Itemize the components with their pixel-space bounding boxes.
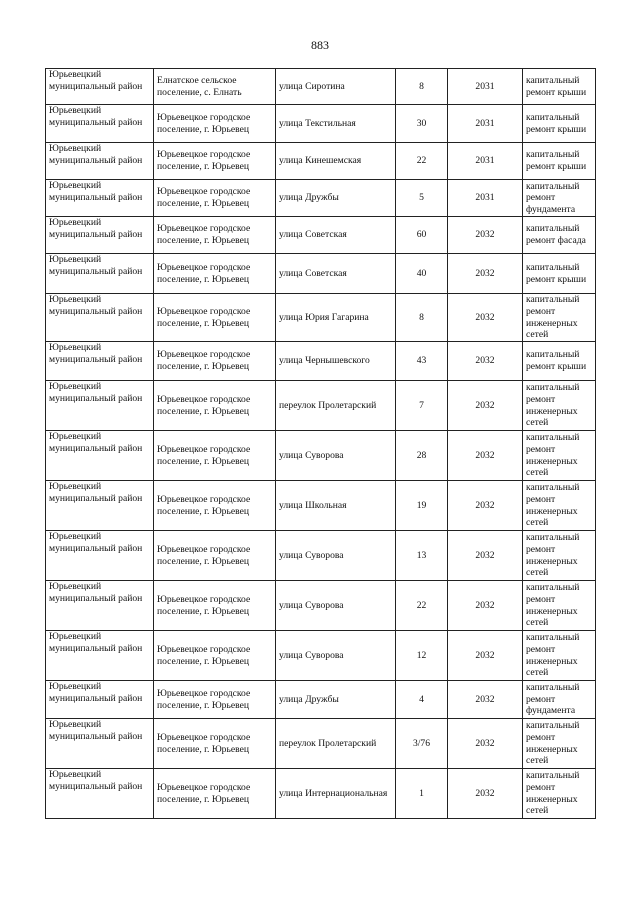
district-cell: Юрьевецкий муниципальный район bbox=[46, 381, 154, 431]
table-row bbox=[46, 381, 596, 431]
district-cell: Юрьевецкий муниципальный район bbox=[46, 217, 154, 254]
work-type-cell: капитальный ремонт крыши bbox=[523, 342, 596, 381]
table-row bbox=[46, 217, 596, 254]
street-cell: переулок Пролетарский bbox=[276, 381, 396, 431]
house-number-cell: 43 bbox=[396, 342, 448, 381]
page-number: 883 bbox=[311, 38, 329, 52]
work-type-cell: капитальный ремонт крыши bbox=[523, 254, 596, 294]
settlement-cell: Юрьевецкое городское поселение, г. Юрьевец bbox=[154, 342, 276, 381]
street-cell: улица Советская bbox=[276, 254, 396, 294]
table-row bbox=[46, 431, 596, 481]
table-row bbox=[46, 105, 596, 143]
work-type-cell: капитальный ремонт крыши bbox=[523, 105, 596, 143]
year-cell: 2031 bbox=[448, 105, 523, 143]
street-cell: улица Дружбы bbox=[276, 180, 396, 217]
table-row bbox=[46, 143, 596, 180]
house-number-cell: 3/76 bbox=[396, 719, 448, 769]
settlement-cell: Елнатское сельское поселение, с. Елнать bbox=[154, 69, 276, 105]
year-cell: 2032 bbox=[448, 481, 523, 531]
table-row bbox=[46, 631, 596, 681]
table-row bbox=[46, 581, 596, 631]
year-cell: 2031 bbox=[448, 69, 523, 105]
street-cell: улица Чернышевского bbox=[276, 342, 396, 381]
house-number-cell: 22 bbox=[396, 581, 448, 631]
district-cell: Юрьевецкий муниципальный район bbox=[46, 105, 154, 143]
work-type-cell: капитальный ремонт крыши bbox=[523, 143, 596, 180]
street-cell: улица Суворова bbox=[276, 581, 396, 631]
district-cell: Юрьевецкий муниципальный район bbox=[46, 581, 154, 631]
work-type-cell: капитальный ремонт инженерных сетей bbox=[523, 631, 596, 681]
street-cell: улица Суворова bbox=[276, 631, 396, 681]
table-row bbox=[46, 69, 596, 105]
work-type-cell: капитальный ремонт инженерных сетей bbox=[523, 294, 596, 342]
year-cell: 2032 bbox=[448, 294, 523, 342]
street-cell: переулок Пролетарский bbox=[276, 719, 396, 769]
work-type-cell: капитальный ремонт инженерных сетей bbox=[523, 481, 596, 531]
settlement-cell: Юрьевецкое городское поселение, г. Юрьевец bbox=[154, 481, 276, 531]
district-cell: Юрьевецкий муниципальный район bbox=[46, 180, 154, 217]
street-cell: улица Кинешемская bbox=[276, 143, 396, 180]
settlement-cell: Юрьевецкое городское поселение, г. Юрьевец bbox=[154, 531, 276, 581]
work-type-cell: капитальный ремонт инженерных сетей bbox=[523, 719, 596, 769]
street-cell: улица Сиротина bbox=[276, 69, 396, 105]
work-type-cell: капитальный ремонт инженерных сетей bbox=[523, 431, 596, 481]
table-row bbox=[46, 719, 596, 769]
settlement-cell: Юрьевецкое городское поселение, г. Юрьевец bbox=[154, 681, 276, 719]
year-cell: 2032 bbox=[448, 681, 523, 719]
house-number-cell: 40 bbox=[396, 254, 448, 294]
street-cell: улица Советская bbox=[276, 217, 396, 254]
house-number-cell: 13 bbox=[396, 531, 448, 581]
settlement-cell: Юрьевецкое городское поселение, г. Юрьевец bbox=[154, 581, 276, 631]
district-cell: Юрьевецкий муниципальный район bbox=[46, 143, 154, 180]
year-cell: 2032 bbox=[448, 531, 523, 581]
settlement-cell: Юрьевецкое городское поселение, г. Юрьевец bbox=[154, 143, 276, 180]
house-number-cell: 8 bbox=[396, 294, 448, 342]
work-type-cell: капитальный ремонт инженерных сетей bbox=[523, 581, 596, 631]
table-row bbox=[46, 342, 596, 381]
house-number-cell: 60 bbox=[396, 217, 448, 254]
year-cell: 2032 bbox=[448, 254, 523, 294]
table-row bbox=[46, 681, 596, 719]
settlement-cell: Юрьевецкое городское поселение, г. Юрьевец bbox=[154, 769, 276, 819]
street-cell: улица Дружбы bbox=[276, 681, 396, 719]
house-number-cell: 28 bbox=[396, 431, 448, 481]
settlement-cell: Юрьевецкое городское поселение, г. Юрьевец bbox=[154, 719, 276, 769]
year-cell: 2031 bbox=[448, 143, 523, 180]
table-row bbox=[46, 180, 596, 217]
house-number-cell: 19 bbox=[396, 481, 448, 531]
district-cell: Юрьевецкий муниципальный район bbox=[46, 769, 154, 819]
settlement-cell: Юрьевецкое городское поселение, г. Юрьевец bbox=[154, 217, 276, 254]
house-number-cell: 12 bbox=[396, 631, 448, 681]
table-row bbox=[46, 481, 596, 531]
district-cell: Юрьевецкий муниципальный район bbox=[46, 431, 154, 481]
settlement-cell: Юрьевецкое городское поселение, г. Юрьевец bbox=[154, 180, 276, 217]
work-type-cell: капитальный ремонт инженерных сетей bbox=[523, 381, 596, 431]
settlement-cell: Юрьевецкое городское поселение, г. Юрьевец bbox=[154, 105, 276, 143]
year-cell: 2032 bbox=[448, 217, 523, 254]
work-type-cell: капитальный ремонт фасада bbox=[523, 217, 596, 254]
house-number-cell: 7 bbox=[396, 381, 448, 431]
street-cell: улица Школьная bbox=[276, 481, 396, 531]
year-cell: 2031 bbox=[448, 180, 523, 217]
district-cell: Юрьевецкий муниципальный район bbox=[46, 69, 154, 105]
year-cell: 2032 bbox=[448, 769, 523, 819]
table-body bbox=[46, 69, 596, 819]
settlement-cell: Юрьевецкое городское поселение, г. Юрьевец bbox=[154, 254, 276, 294]
house-number-cell: 1 bbox=[396, 769, 448, 819]
settlement-cell: Юрьевецкое городское поселение, г. Юрьевец bbox=[154, 381, 276, 431]
house-number-cell: 5 bbox=[396, 180, 448, 217]
street-cell: улица Юрия Гагарина bbox=[276, 294, 396, 342]
settlement-cell: Юрьевецкое городское поселение, г. Юрьевец bbox=[154, 431, 276, 481]
year-cell: 2032 bbox=[448, 631, 523, 681]
street-cell: улица Суворова bbox=[276, 531, 396, 581]
table-row bbox=[46, 254, 596, 294]
district-cell: Юрьевецкий муниципальный район bbox=[46, 481, 154, 531]
street-cell: улица Интернациональная bbox=[276, 769, 396, 819]
house-number-cell: 8 bbox=[396, 69, 448, 105]
year-cell: 2032 bbox=[448, 719, 523, 769]
district-cell: Юрьевецкий муниципальный район bbox=[46, 631, 154, 681]
table-row bbox=[46, 294, 596, 342]
year-cell: 2032 bbox=[448, 431, 523, 481]
district-cell: Юрьевецкий муниципальный район bbox=[46, 294, 154, 342]
house-number-cell: 30 bbox=[396, 105, 448, 143]
house-number-cell: 4 bbox=[396, 681, 448, 719]
district-cell: Юрьевецкий муниципальный район bbox=[46, 254, 154, 294]
district-cell: Юрьевецкий муниципальный район bbox=[46, 531, 154, 581]
year-cell: 2032 bbox=[448, 342, 523, 381]
street-cell: улица Текстильная bbox=[276, 105, 396, 143]
work-type-cell: капитальный ремонт крыши bbox=[523, 69, 596, 105]
year-cell: 2032 bbox=[448, 381, 523, 431]
house-number-cell: 22 bbox=[396, 143, 448, 180]
settlement-cell: Юрьевецкое городское поселение, г. Юрьевец bbox=[154, 631, 276, 681]
settlement-cell: Юрьевецкое городское поселение, г. Юрьевец bbox=[154, 294, 276, 342]
district-cell: Юрьевецкий муниципальный район bbox=[46, 719, 154, 769]
table-row bbox=[46, 769, 596, 819]
table-row bbox=[46, 531, 596, 581]
district-cell: Юрьевецкий муниципальный район bbox=[46, 681, 154, 719]
work-type-cell: капитальный ремонт инженерных сетей bbox=[523, 531, 596, 581]
district-cell: Юрьевецкий муниципальный район bbox=[46, 342, 154, 381]
repair-schedule-table bbox=[45, 68, 596, 819]
street-cell: улица Суворова bbox=[276, 431, 396, 481]
work-type-cell: капитальный ремонт фундамента bbox=[523, 180, 596, 217]
work-type-cell: капитальный ремонт фундамента bbox=[523, 681, 596, 719]
work-type-cell: капитальный ремонт инженерных сетей bbox=[523, 769, 596, 819]
year-cell: 2032 bbox=[448, 581, 523, 631]
